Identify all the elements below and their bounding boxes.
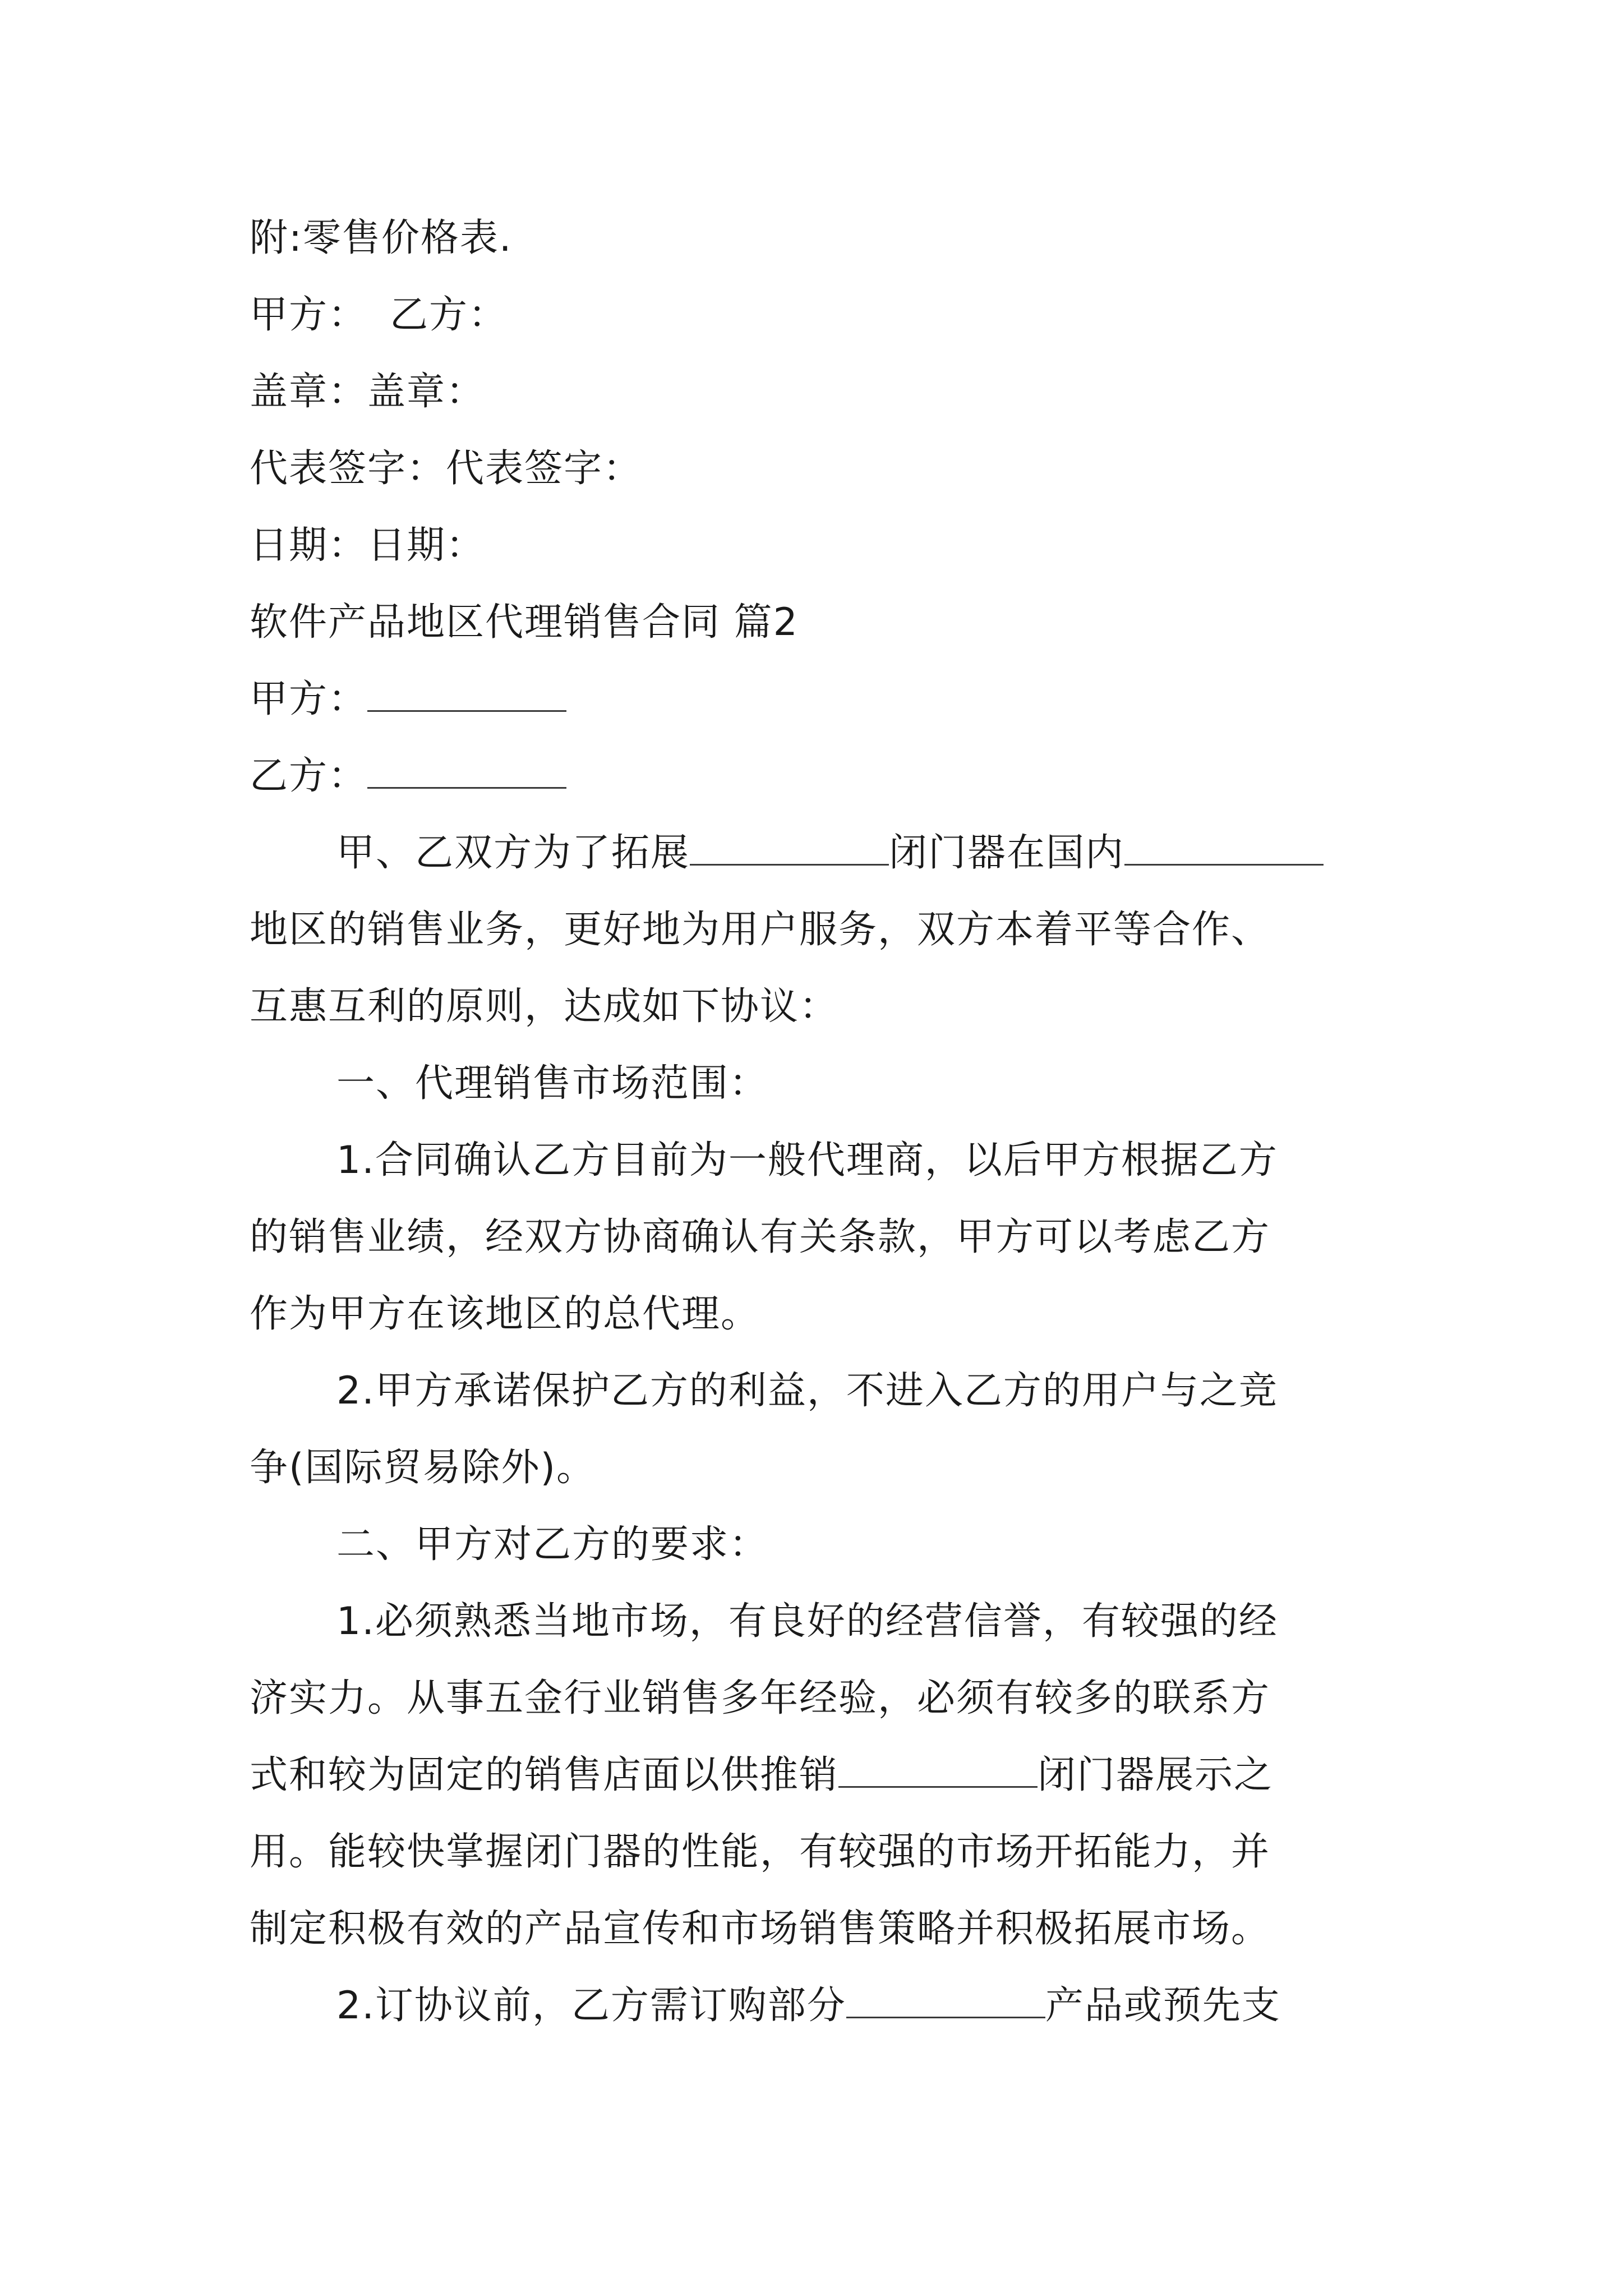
section1-item1-text1: 1.合同确认乙方目前为一般代理商，以后甲方根据乙方 [336,1138,1278,1182]
section2-item1-text2: 济实力。从事五金行业销售多年经验，必须有较多的联系方 [250,1676,1271,1720]
section2-item1-line3 [250,1749,1273,1802]
contract-title: 软件产品地区代理销售合同 篇2 [250,600,799,645]
date-a: 日期： [250,523,368,568]
party-b-label: 乙方： [250,754,368,798]
section2-item1-text3-start: 式和较为固定的销售店面以供推销 [250,1753,839,1797]
party-a-blank [367,677,566,712]
section2-item1-line5 [250,1902,1270,1956]
intro-line-3 [250,980,838,1034]
section1-heading [250,1057,768,1111]
seal-b: 盖章： [367,370,486,414]
section2-item1-line4 [250,1825,1270,1879]
section2-item1-text4: 用。能较快掌握闭门器的性能，有较强的市场开拓能力，并 [250,1830,1271,1874]
representative-line [250,442,642,496]
section2-item2-line1 [250,1979,1281,2033]
section1-item1-text2: 的销售业绩，经双方协商确认有关条款，甲方可以考虑乙方 [250,1215,1271,1259]
date-line [250,519,485,573]
section-title [250,596,799,650]
section2-product-blank [838,1752,1038,1788]
signature-party-line [250,288,508,342]
section1-heading-text: 一、代理销售市场范围： [336,1061,769,1106]
intro-line-1 [250,826,1324,880]
party-a-line [250,673,566,726]
section1-item2-text1: 2.甲方承诺保护乙方的利益，不进入乙方的用户与之竞 [336,1369,1278,1413]
seal-a: 盖章： [250,370,368,414]
section1-item1-text3: 作为甲方在该地区的总代理。 [250,1292,760,1336]
section1-item2-text2: 争(国际贸易除外)。 [250,1446,596,1490]
section2-item1-text3-end: 闭门器展示之 [1038,1753,1274,1797]
party-a-label: 甲方： [250,677,368,721]
party-b-line [250,749,566,803]
section2-order-blank [846,1983,1045,2018]
section1-item1-line3 [250,1287,760,1341]
representative-a: 代表签字： [250,447,446,491]
signature-party-a: 甲方： [250,293,368,337]
seal-line [250,365,485,419]
intro-text-line3: 互惠互利的原则，达成如下协议： [250,984,839,1029]
representative-b: 代表签字： [446,447,643,491]
section2-item1-line1 [250,1595,1278,1649]
section2-item2-text-start: 2.订协议前，乙方需订购部分 [336,1984,846,2028]
date-b: 日期： [367,523,486,568]
section1-item1-line2 [250,1211,1270,1264]
section1-item1-line1 [250,1134,1278,1188]
intro-brand-blank [690,830,889,866]
intro-text-line2: 地区的销售业务，更好地为用户服务，双方本着平等合作、 [250,908,1271,952]
party-b-blank [367,753,566,789]
appendix-text: 附:零售价格表. [250,216,513,260]
signature-party-b: 乙方： [390,293,508,337]
section2-item1-text5: 制定积极有效的产品宣传和市场销售策略并积极拓展市场。 [250,1907,1271,1951]
section2-item1-text1: 1.必须熟悉当地市场，有良好的经营信誉，有较强的经 [336,1599,1278,1644]
intro-text-mid: 闭门器在国内 [889,831,1125,875]
section2-heading [250,1518,768,1572]
section2-item2-text-end: 产品或预先支 [1045,1984,1281,2028]
appendix-line [250,211,513,265]
section1-item2-line2 [250,1441,596,1495]
section2-heading-text: 二、甲方对乙方的要求： [336,1522,769,1567]
section1-item2-line1 [250,1364,1278,1418]
intro-text-start: 甲、乙双方为了拓展 [336,831,690,875]
intro-region-blank [1124,830,1324,866]
section2-item1-line2 [250,1672,1270,1726]
intro-line-2 [250,903,1270,957]
